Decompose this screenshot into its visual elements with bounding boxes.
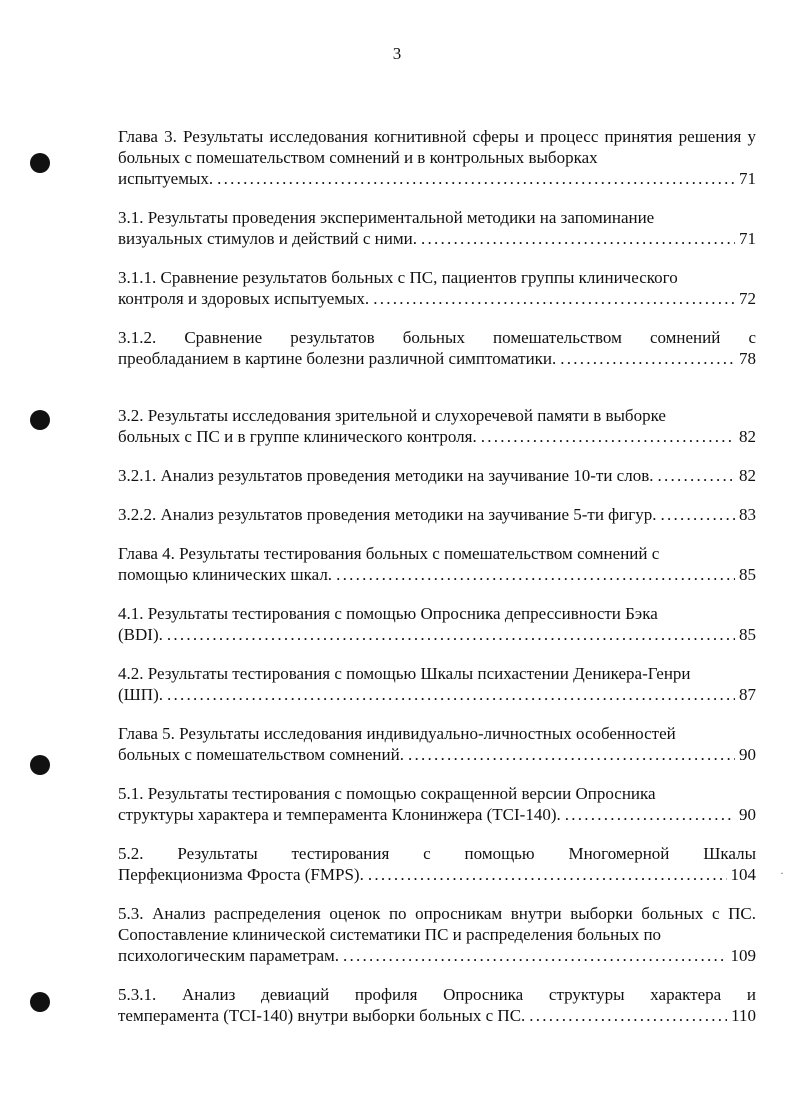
- toc-entry-5-3: [118, 903, 756, 966]
- toc-entry-last-line: структуры характера и темперамента Клонинжера (TCI-140).: [118, 805, 561, 824]
- dot-leader: [565, 804, 735, 825]
- toc-entry-title: 5.3.1. Анализ девиаций профиля Опросника структуры характера и: [118, 985, 756, 1004]
- toc-entry-last-line: помощью клинических шкал.: [118, 565, 333, 584]
- toc-entry-title: 4.2. Результаты тестирования с помощью Шкалы психастении Деникера-Генри: [118, 664, 691, 683]
- toc-entry-last-line: (ШП).: [118, 685, 163, 704]
- toc-entry-title: 5.3. Анализ распределения оценок по опросникам внутри выборки больных с ПС. Сопоставление клинической систематики ПС и распределения больных по: [118, 904, 756, 944]
- toc-entry-3-1-2: [118, 327, 756, 369]
- dot-leader: [661, 504, 735, 525]
- dot-leader: [373, 288, 735, 309]
- toc-entry-title: Глава 4. Результаты тестирования больных с помешательством сомнений с: [118, 544, 660, 563]
- toc-entry-page: 85: [739, 565, 756, 584]
- toc-entry-title: 4.1. Результаты тестирования с помощью Опросника депрессивности Бэка: [118, 604, 658, 623]
- toc-entry-title: 3.2. Результаты исследования зрительной и слухоречевой памяти в выборке: [118, 406, 666, 425]
- dot-leader: [343, 945, 726, 966]
- toc-entry-4-1: [118, 603, 756, 645]
- toc-entry-last-line: 3.2.2. Анализ результатов проведения методики на заучивание 5-ти фигур.: [118, 505, 657, 524]
- binder-hole-2: [30, 410, 50, 430]
- toc-entry-page: 82: [739, 427, 756, 446]
- toc-entry-page: 90: [739, 805, 756, 824]
- toc-entry-last-line: контроля и здоровых испытуемых.: [118, 289, 370, 308]
- dot-leader: [368, 864, 727, 885]
- toc-entry-last-line: визуальных стимулов и действий с ними.: [118, 229, 417, 248]
- dot-leader: [336, 564, 735, 585]
- toc-entry-3: [118, 126, 756, 189]
- dot-leader: [529, 1005, 727, 1026]
- toc-entry-page: 71: [739, 169, 756, 188]
- dot-leader: [421, 228, 735, 249]
- toc-entry-last-line: (BDI).: [118, 625, 163, 644]
- toc-entry-3-2: [118, 405, 756, 447]
- toc-entry-page: 82: [739, 466, 756, 485]
- binder-hole-1: [30, 153, 50, 173]
- dot-leader: [217, 168, 735, 189]
- dot-leader: [167, 684, 735, 705]
- toc-entry-page: 109: [730, 946, 756, 965]
- dot-leader: [167, 624, 735, 645]
- toc-entry-title: 5.1. Результаты тестирования с помощью сокращенной версии Опросника: [118, 784, 656, 803]
- dot-leader: [408, 744, 735, 765]
- dot-leader: [560, 348, 735, 369]
- toc-entry-4: [118, 543, 756, 585]
- toc-entry-5: [118, 723, 756, 765]
- toc-entry-last-line: преобладанием в картине болезни различной симптоматики.: [118, 349, 557, 368]
- page-number: 3: [392, 44, 402, 63]
- toc-entry-3-1: [118, 207, 756, 249]
- toc-entry-last-line: Перфекционизма Фроста (FMPS).: [118, 865, 364, 884]
- binder-hole-4: [30, 992, 50, 1012]
- toc-entry-last-line: больных с ПС и в группе клинического контроля.: [118, 427, 477, 446]
- table-of-contents: [118, 126, 756, 1044]
- binder-hole-3: [30, 755, 50, 775]
- toc-entry-title: 3.1.1. Сравнение результатов больных с ПС, пациентов группы клинического: [118, 268, 678, 287]
- toc-entry-page: 78: [739, 349, 756, 368]
- toc-entry-title: Глава 5. Результаты исследования индивидуально-личностных особенностей: [118, 724, 676, 743]
- toc-entry-title: 5.2. Результаты тестирования с помощью Многомерной Шкалы: [118, 844, 756, 863]
- toc-entry-5-3-1: [118, 984, 756, 1026]
- scan-mark: ·: [780, 866, 784, 880]
- toc-entry-last-line: испытуемых.: [118, 169, 214, 188]
- toc-entry-page: 83: [739, 505, 756, 524]
- toc-entry-page: 90: [739, 745, 756, 764]
- toc-entry-page: 85: [739, 625, 756, 644]
- toc-entry-last-line: 3.2.1. Анализ результатов проведения методики на заучивание 10-ти слов.: [118, 466, 654, 485]
- dot-leader: [658, 465, 736, 486]
- toc-entry-page: 104: [730, 865, 756, 884]
- toc-entry-last-line: темперамента (TCI-140) внутри выборки больных с ПС.: [118, 1006, 526, 1025]
- toc-entry-4-2: [118, 663, 756, 705]
- toc-entry-3-2-1: [118, 465, 756, 486]
- toc-entry-page: 87: [739, 685, 756, 704]
- toc-entry-5-2: [118, 843, 756, 885]
- toc-entry-page: 71: [739, 229, 756, 248]
- toc-entry-last-line: психологическим параметрам.: [118, 946, 340, 965]
- dot-leader: [481, 426, 735, 447]
- toc-entry-3-2-2: [118, 504, 756, 525]
- toc-entry-title: 3.1.2. Сравнение результатов больных помешательством сомнений с: [118, 328, 756, 347]
- toc-entry-page: 110: [731, 1006, 756, 1025]
- toc-entry-title: 3.1. Результаты проведения экспериментальной методики на запоминание: [118, 208, 655, 227]
- toc-entry-5-1: [118, 783, 756, 825]
- toc-entry-title: Глава 3. Результаты исследования когнитивной сферы и процесс принятия решения у больных с помешательством сомнений и в контрольных выборках: [118, 127, 756, 167]
- toc-entry-page: 72: [739, 289, 756, 308]
- toc-entry-3-1-1: [118, 267, 756, 309]
- toc-entry-last-line: больных с помешательством сомнений.: [118, 745, 404, 764]
